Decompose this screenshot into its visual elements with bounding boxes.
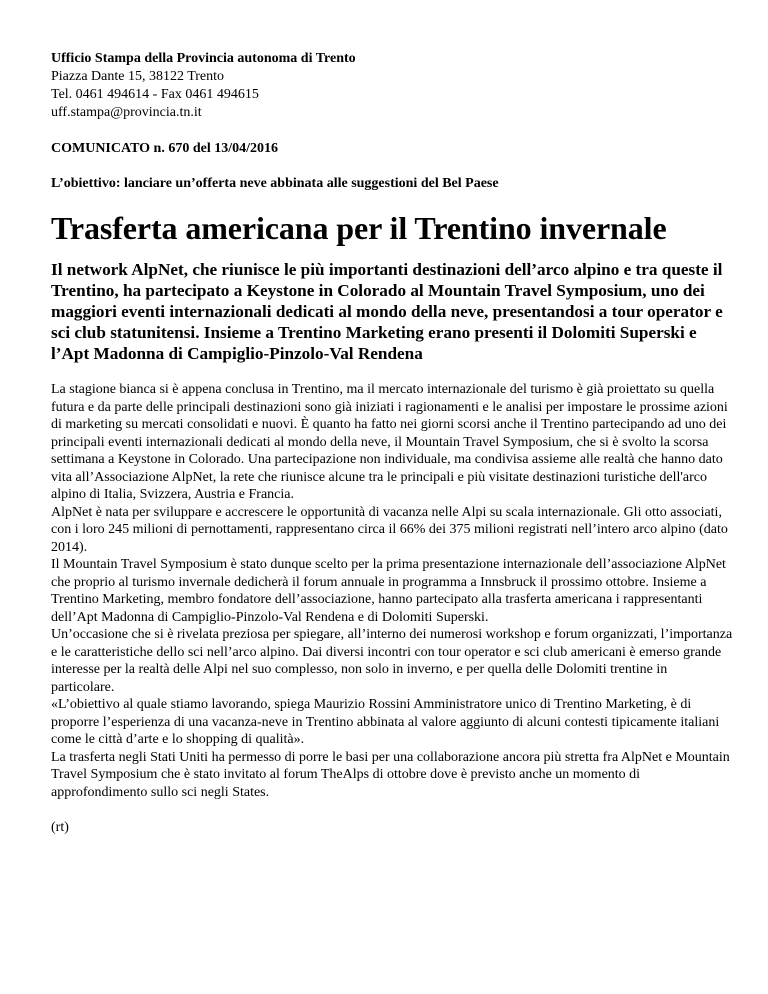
press-release-page [51, 50, 733, 837]
press-office-address: Piazza Dante 15, 38122 Trento [51, 69, 225, 84]
body-paragraph: Un’occasione che si è rivelata preziosa per spiegare, all’interno dei numerosi workshop e forum organizzati, l’importanza e le caratteristiche dello sci nell’arco alpino. Dai diversi incontri con tour operator e sci club americani è emerso grande interesse per la realtà delle Alpi nel suo complesso, non solo in inverno, e per quella delle Dolomiti trentine in particolare. [51, 627, 733, 695]
author-initials: (rt) [51, 820, 69, 835]
headline: Trasferta americana per il Trentino invernale [51, 210, 667, 246]
article-body [51, 381, 733, 801]
subtitle: L’obiettivo: lanciare un’offerta neve abbinata alle suggestioni del Bel Paese [51, 176, 499, 191]
press-office-phone: Tel. 0461 494614 - Fax 0461 494615 [51, 87, 259, 102]
body-paragraph: La trasferta negli Stati Uniti ha permesso di porre le basi per una collaborazione ancora più stretta fra AlpNet e Mountain Travel Symposium che è stato invitato al forum TheAlps di ottobre dove è previsto anche un momento di approfondimento sullo sci negli States. [51, 749, 730, 800]
press-office-name: Ufficio Stampa della Provincia autonoma di Trento [51, 51, 356, 66]
press-office-email: uff.stampa@provincia.tn.it [51, 105, 202, 120]
communicato-number: COMUNICATO n. 670 del 13/04/2016 [51, 141, 278, 156]
body-paragraph: «L’obiettivo al quale stiamo lavorando, spiega Maurizio Rossini Amministratore unico di Trentino Marketing, è di proporre l’esperienza di una vacanza-neve in Trentino abbinata al valore aggiunto di alcuni contesti tipicamente italiani come le città d’arte e lo shopping di qualità». [51, 697, 720, 747]
body-paragraph: AlpNet è nata per sviluppare e accrescere le opportunità di vacanza nelle Alpi su scala internazionale. Gli otto associati, con i loro 245 milioni di pernottamenti, rappresentano circa il 66% dei 375 milioni registrati nell’intero arco alpino (dato 2014). [51, 504, 728, 555]
body-paragraph: La stagione bianca si è appena conclusa in Trentino, ma il mercato internazionale del turismo è già proiettato su quella futura e da parte delle principali destinazioni sono già iniziati i ragionamenti e le analisi per impostare le prossime azioni di marketing su mercati consolidati e nuovi. È quanto ha fatto nei giorni scorsi anche il Trentino partecipando ad uno dei principali eventi internazionali dedicati al mondo della neve, il Mountain Travel Symposium, che si è svolto la scorsa settimana a Keystone in Colorado. Una partecipazione non individuale, ma condivisa assieme alle realtà che hanno dato vita all’Associazione AlpNet, la rete che riunisce alcune tra le principali e più visitate destinazioni turistiche dell'arco alpino di Italia, Svizzera, Austria e Francia. [51, 382, 728, 502]
lead-paragraph: Il network AlpNet, che riunisce le più importanti destinazioni dell’arco alpino e tra queste il Trentino, ha partecipato a Keystone in Colorado al Mountain Travel Symposium, uno dei maggiori eventi internazionali dedicati al mondo della neve, presentandosi a tour operator e sci club statunitensi. Insieme a Trentino Marketing erano presenti il Dolomiti Superski e l’Apt Madonna di Campiglio-Pinzolo-Val Rendena [51, 260, 723, 363]
body-paragraph: Il Mountain Travel Symposium è stato dunque scelto per la prima presentazione internazionale dell’associazione AlpNet che proprio al turismo invernale dedicherà il forum annuale in programma a Innsbruck il prossimo ottobre. Insieme a Trentino Marketing, membro fondatore dell’associazione, hanno partecipato alla trasferta americana i rappresentanti dell’Apt Madonna di Campiglio-Pinzolo-Val Rendena e di Dolomiti Superski. [51, 557, 726, 625]
